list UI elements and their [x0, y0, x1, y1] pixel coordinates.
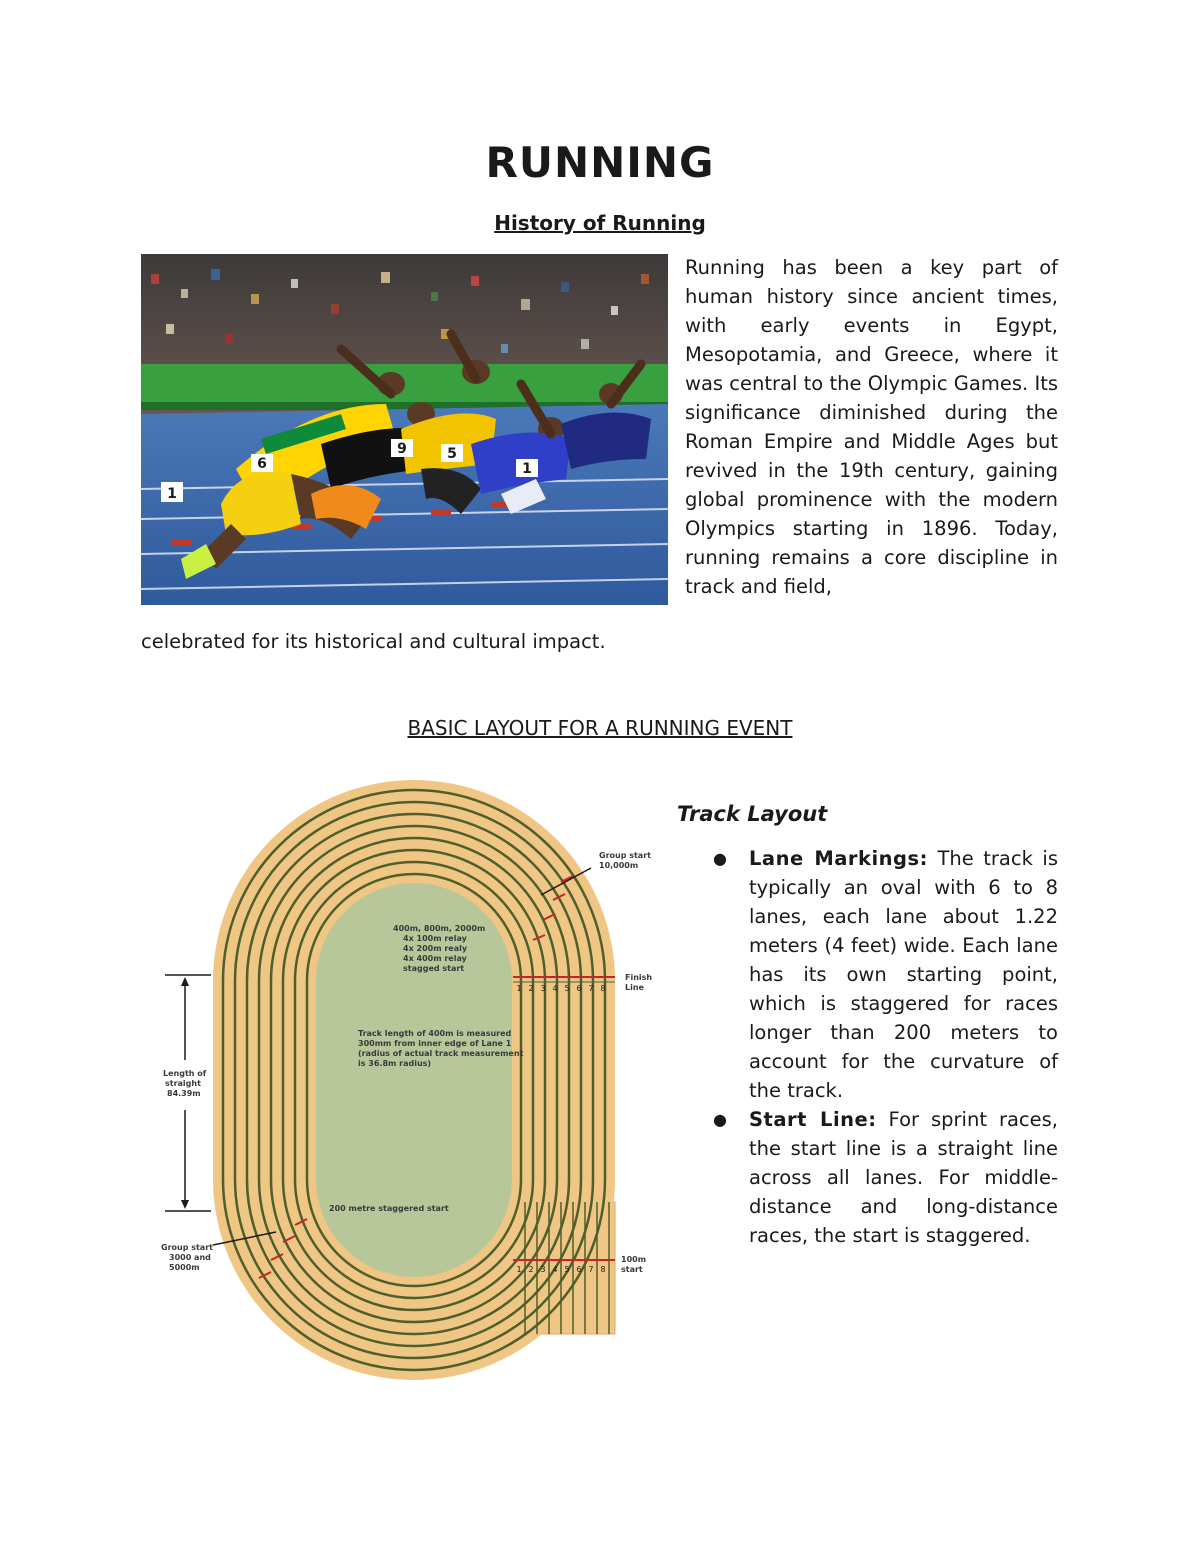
bib-number: 1: [167, 486, 177, 502]
list-item-label: Start Line:: [749, 1108, 877, 1131]
track-length-note: (radius of actual track measurement: [358, 1049, 524, 1058]
list-item-text: The track is typically an oval with 6 to 8 lanes, each lane about 1.22 meters (4 feet) wide. Each lane has its own starting point, which is staggered for races longer than 200 meters to account for the curvature of the track.: [749, 847, 1059, 1102]
lane-number: 7: [588, 984, 594, 993]
page-title: RUNNING: [485, 138, 715, 187]
lane-number: 4: [552, 984, 558, 993]
lane-number: 1: [516, 984, 522, 993]
lane-number: 8: [600, 984, 606, 993]
finish-line-label: Finish: [625, 973, 653, 982]
start-100m-label: start: [621, 1265, 643, 1274]
track-length-note: Track length of 400m is measured: [358, 1029, 512, 1038]
lane-number: 7: [588, 1265, 594, 1274]
lane-number: 5: [564, 1265, 570, 1274]
bib-number: 1: [522, 461, 532, 477]
track-length-note: 300mm from inner edge of Lane 1: [358, 1039, 512, 1048]
bib-number: 9: [397, 441, 407, 457]
bullet-icon: ●: [713, 1110, 727, 1129]
straight-length-label: 84.39m: [167, 1089, 201, 1098]
group-start-bottom-label: 5000m: [169, 1263, 200, 1272]
group-start-top-label: Group start: [599, 851, 651, 860]
group-start-bottom-label: 3000 and: [169, 1253, 211, 1262]
center-events-label: 400m, 800m, 2000m: [393, 924, 486, 933]
track-layout-diagram: [141, 770, 668, 1410]
lane-number: 6: [576, 984, 582, 993]
lane-number: 5: [564, 984, 570, 993]
section-subtitle-history: History of Running: [494, 211, 706, 235]
lane-number: 8: [600, 1265, 606, 1274]
lane-number: 6: [576, 1265, 582, 1274]
bib-number: 6: [257, 456, 267, 472]
history-paragraph-tail: celebrated for its historical and cultural impact.: [141, 630, 606, 653]
straight-length-label: straight: [165, 1079, 201, 1088]
layout-section-heading: BASIC LAYOUT FOR A RUNNING EVENT: [407, 716, 793, 740]
center-events-label: 4x 200m realy: [403, 944, 468, 953]
history-paragraph: Running has been a key part of human history since ancient times, with early events in Egypt, Mesopotamia, and Greece, where it was central to the Olympic Games. Its significance diminished during the Roman Empire and Middle Ages but revived in the 19th century, gaining global prominence with the modern Olympics starting in 1896. Today, running remains a core discipline in track and field,: [685, 256, 1058, 598]
list-item: [713, 1105, 1058, 1250]
list-item-label: Lane Markings:: [749, 847, 928, 870]
group-start-bottom-label: Group start: [161, 1243, 213, 1252]
group-start-top-label: 10,000m: [599, 861, 639, 870]
list-item-text: For sprint races, the start line is a straight line across all lanes. For middle-distance and long-distance races, the start is staggered.: [749, 1108, 1058, 1247]
staggered-200-label: 200 metre staggered start: [329, 1204, 449, 1213]
center-events-label: 4x 400m relay: [403, 954, 467, 963]
track-layout-list: [713, 844, 1058, 1250]
bib-number: 5: [447, 446, 457, 462]
center-events-label: stagged start: [403, 964, 465, 973]
sprinters-photo: [141, 254, 668, 605]
lane-number: 1: [516, 1265, 522, 1274]
list-item: [713, 844, 1058, 1105]
straight-length-label: Length of: [163, 1069, 207, 1078]
track-layout-heading: Track Layout: [677, 802, 828, 826]
bullet-icon: ●: [713, 849, 727, 868]
lane-number: 3: [540, 1265, 546, 1274]
track-length-note: is 36.8m radius): [358, 1059, 432, 1068]
lane-number: 2: [528, 984, 534, 993]
lane-number: 2: [528, 1265, 534, 1274]
lane-number: 4: [552, 1265, 558, 1274]
start-100m-label: 100m: [621, 1255, 647, 1264]
center-events-label: 4x 100m relay: [403, 934, 467, 943]
lane-number: 3: [540, 984, 546, 993]
finish-line-label: Line: [625, 983, 644, 992]
